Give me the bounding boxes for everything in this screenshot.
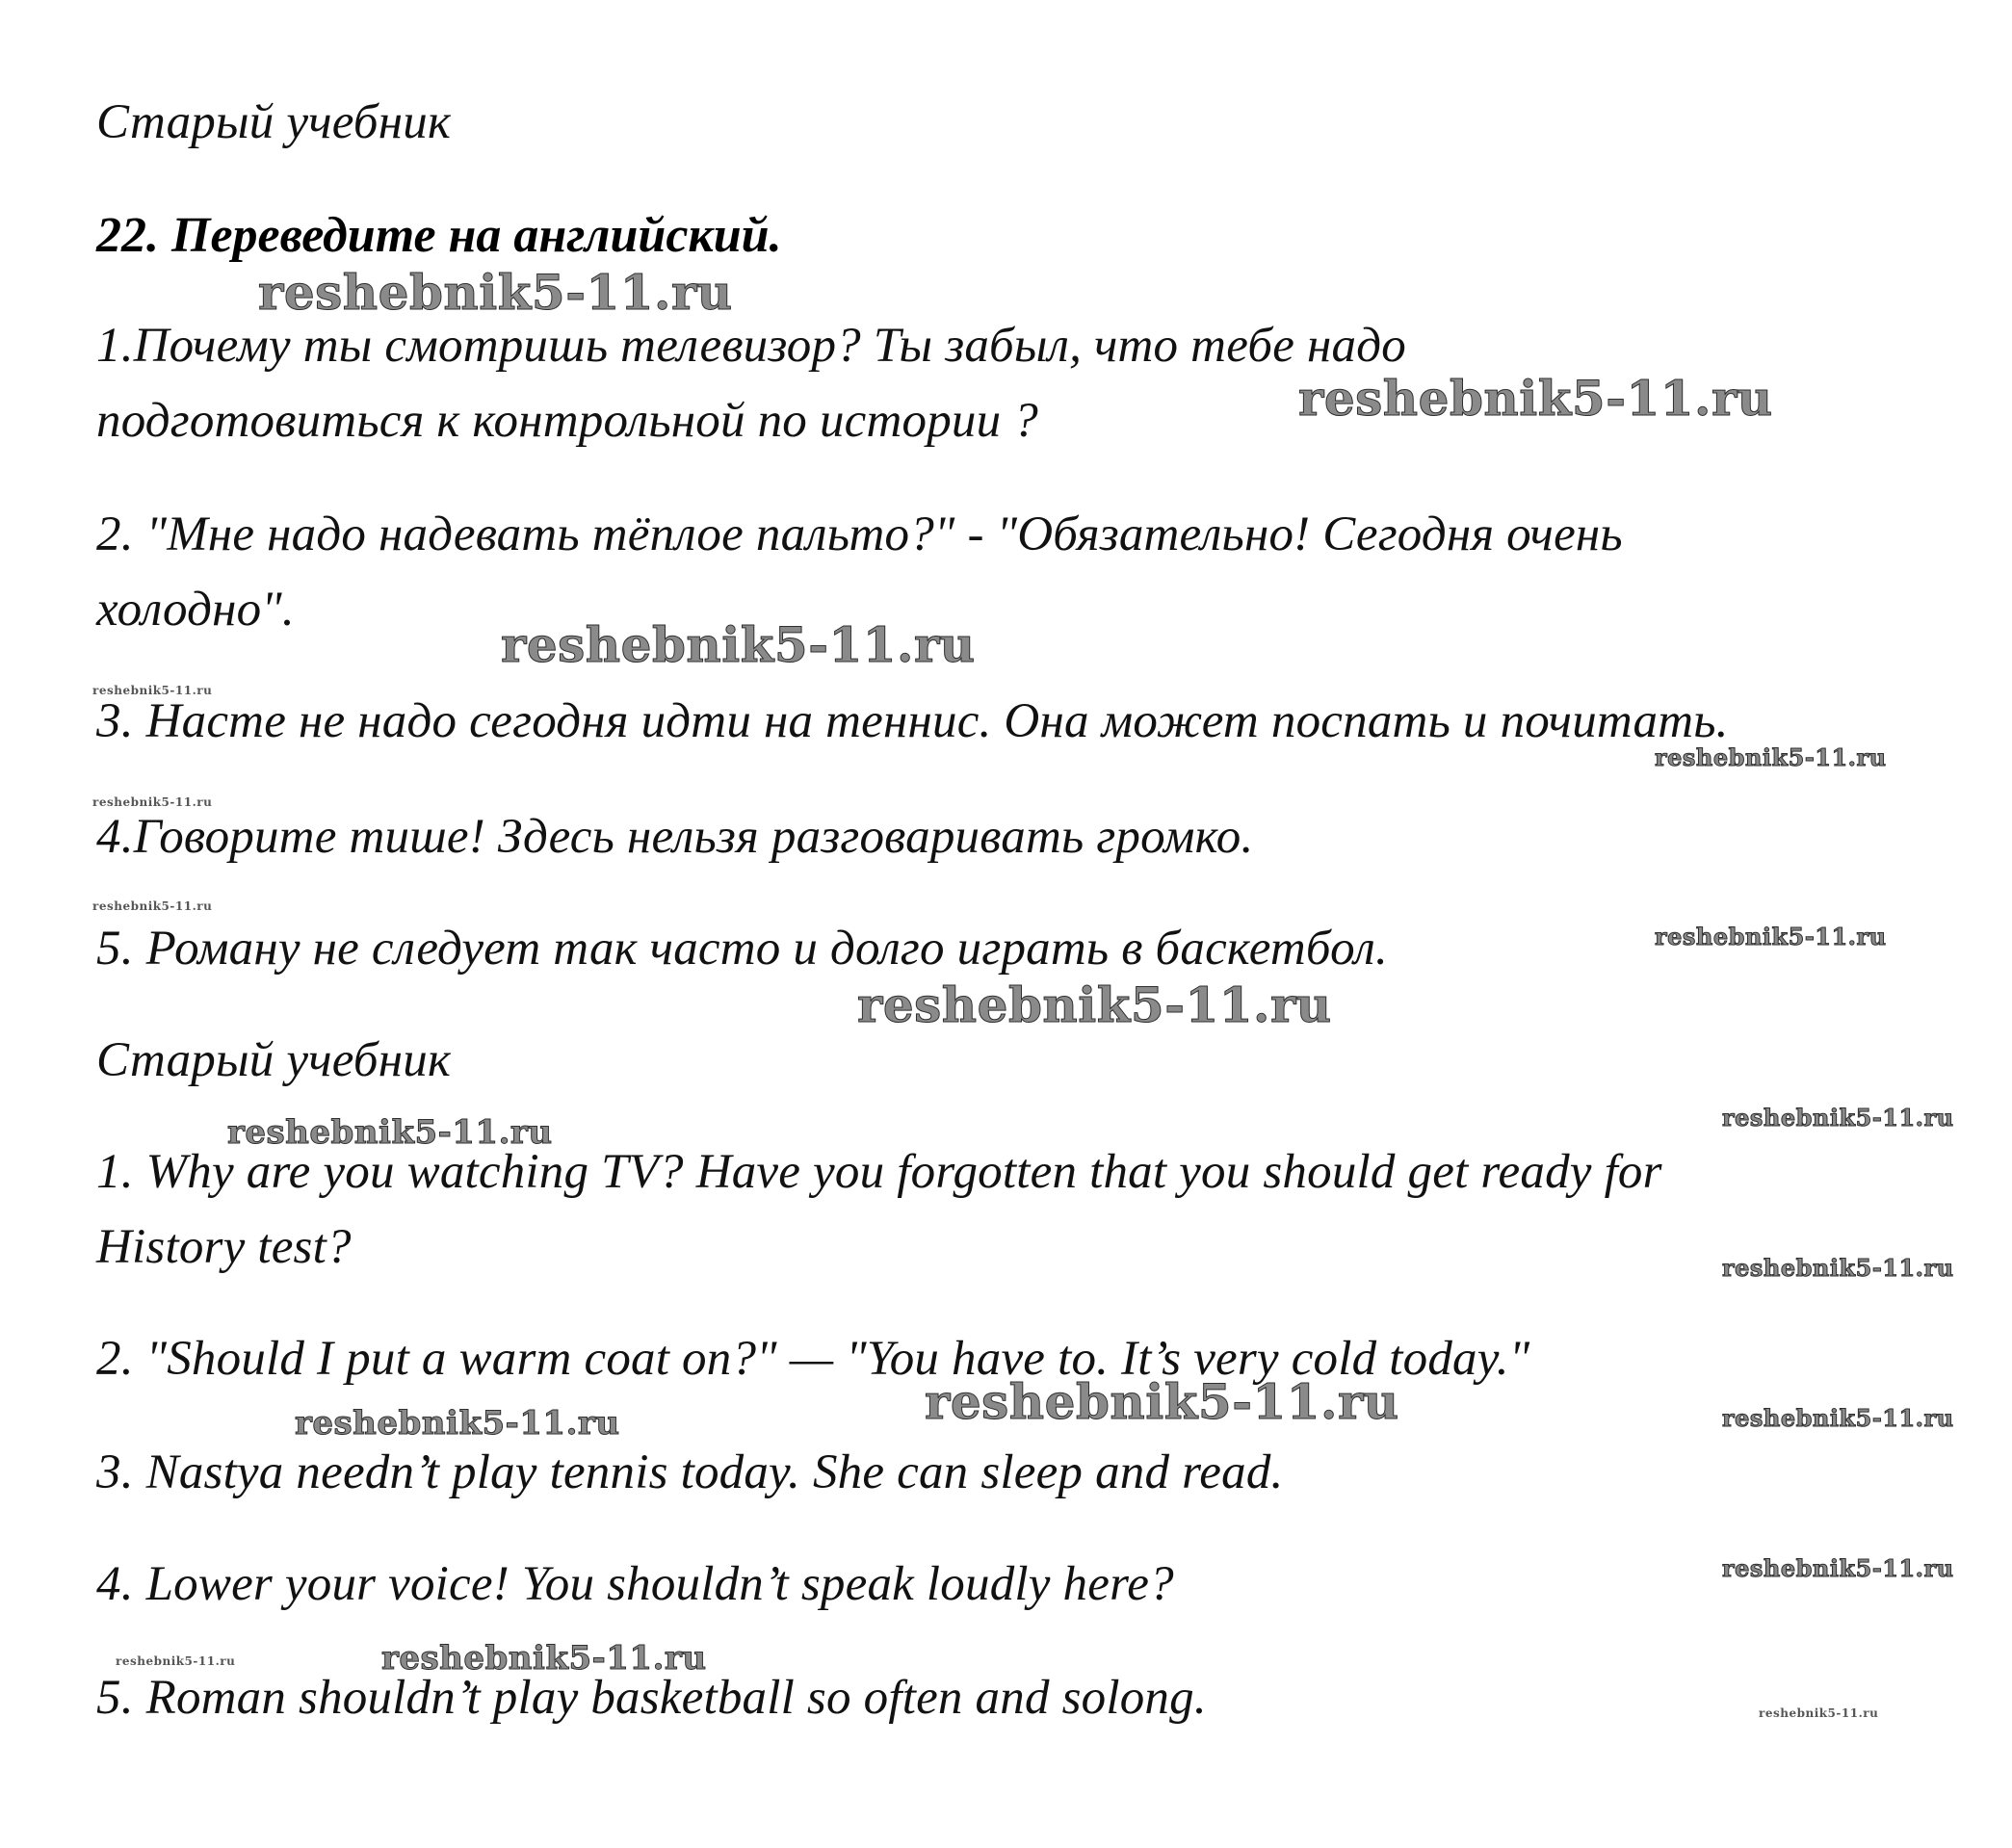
english-item-1-line-2: History test? [96, 1220, 352, 1274]
watermark: reshebnik5-11.ru [1655, 743, 1887, 771]
watermark: reshebnik5-11.ru [227, 1113, 553, 1152]
watermark: reshebnik5-11.ru [1655, 923, 1887, 950]
russian-item-3: 3. Насте не надо сегодня идти на теннис. Она может поспать и почитать. [96, 694, 1729, 748]
watermark: reshebnik5-11.ru [925, 1373, 1399, 1430]
watermark: reshebnik5-11.ru [1759, 1706, 1879, 1720]
russian-item-4: 4.Говорите тише! Здесь нельзя разговаривать громко. [96, 810, 1254, 864]
section-label-old-textbook: Старый учебник [96, 95, 452, 149]
watermark: reshebnik5-11.ru [92, 899, 213, 913]
watermark: reshebnik5-11.ru [1722, 1404, 1954, 1432]
russian-item-2-line-1: 2. "Мне надо надевать тёплое пальто?" - "Обязательно! Сегодня очень [96, 508, 1623, 561]
watermark: reshebnik5-11.ru [1722, 1254, 1954, 1282]
watermark: reshebnik5-11.ru [92, 684, 213, 697]
russian-item-1-line-2: подготовиться к контрольной по истории ? [96, 394, 1038, 448]
watermark: reshebnik5-11.ru [295, 1404, 620, 1443]
watermark: reshebnik5-11.ru [501, 616, 976, 673]
watermark: reshebnik5-11.ru [857, 976, 1332, 1033]
english-item-3: 3. Nastya needn’t play tennis today. She can sleep and read. [96, 1445, 1284, 1499]
watermark: reshebnik5-11.ru [116, 1654, 236, 1668]
watermark: reshebnik5-11.ru [258, 264, 733, 321]
russian-item-2-line-2: холодно". [96, 583, 295, 637]
exercise-title: 22. Переведите на английский. [96, 208, 782, 263]
watermark: reshebnik5-11.ru [381, 1639, 707, 1678]
english-item-5: 5. Roman shouldn’t play basketball so often and solong. [96, 1671, 1207, 1725]
watermark: reshebnik5-11.ru [1722, 1104, 1954, 1132]
russian-item-5: 5. Роману не следует так часто и долго играть в баскетбол. [96, 922, 1388, 976]
watermark: reshebnik5-11.ru [92, 795, 213, 809]
english-item-2: 2. "Should I put a warm coat on?" — "You have to. It’s very cold today." [96, 1332, 1530, 1386]
russian-item-1-line-1: 1.Почему ты смотришь телевизор? Ты забыл, что тебе надо [96, 319, 1406, 373]
section-label-old-textbook-2: Старый учебник [96, 1033, 452, 1087]
watermark: reshebnik5-11.ru [1722, 1554, 1954, 1582]
watermark: reshebnik5-11.ru [1298, 370, 1773, 427]
english-item-4: 4. Lower your voice! You shouldn’t speak loudly here? [96, 1557, 1174, 1611]
english-item-1-line-1: 1. Why are you watching TV? Have you forgotten that you should get ready for [96, 1145, 1662, 1199]
